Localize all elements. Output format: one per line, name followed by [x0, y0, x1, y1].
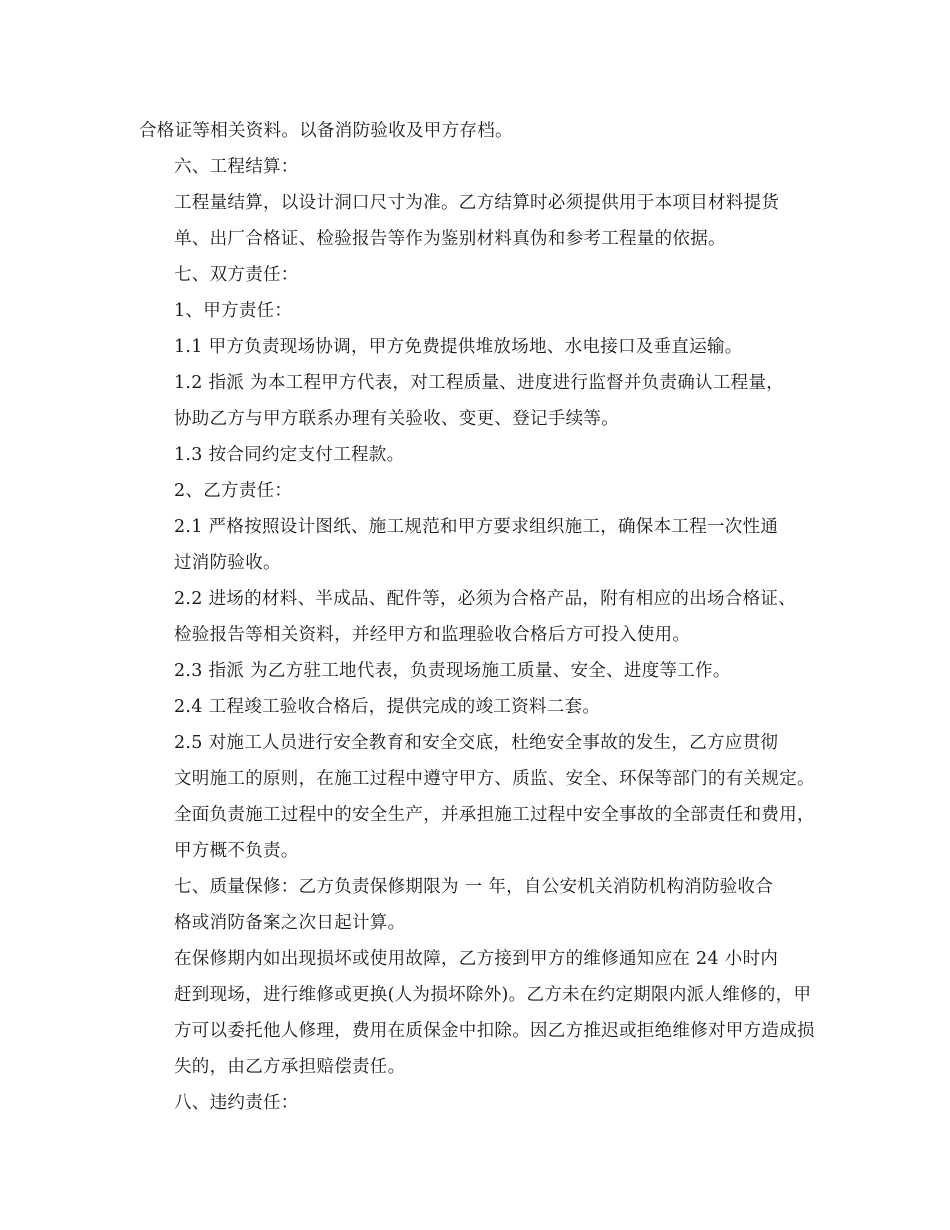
text-line: 2.1 严格按照设计图纸、施工规范和甲方要求组织施工，确保本工程一次性通 — [174, 517, 779, 537]
paragraph — [139, 689, 819, 725]
text-line: 2.2 进场的材料、半成品、配件等，必须为合格产品，附有相应的出场合格证、 — [174, 589, 796, 609]
text-line: 单、出厂合格证、检验报告等作为鉴别材料真伪和参考工程量的依据。 — [174, 229, 726, 249]
paragraph — [139, 581, 819, 653]
text-line: 在保修期内如出现损坏或使用故障，乙方接到甲方的维修通知应在 24 小时内 — [174, 949, 779, 969]
text-line: 合格证等相关资料。以备消防验收及甲方存档。 — [139, 121, 513, 141]
text-line: 1、甲方责任： — [174, 301, 293, 321]
text-line: 2.5 对施工人员进行安全教育和安全交底，杜绝安全事故的发生，乙方应贯彻 — [174, 733, 779, 753]
text-line: 甲方概不负责。 — [174, 841, 299, 861]
text-line: 1.1 甲方负责现场协调，甲方免费提供堆放场地、水电接口及垂直运输。 — [174, 337, 743, 357]
text-line: 1.3 按合同约定支付工程款。 — [174, 445, 405, 465]
text-line: 七、双方责任： — [174, 265, 299, 285]
text-line: 方可以委托他人修理，费用在质保金中扣除。因乙方推迟或拒绝维修对甲方造成损 — [174, 1021, 815, 1041]
text-line: 赶到现场，进行维修或更换(人为损坏除外)。乙方未在约定期限内派人维修的，甲 — [174, 985, 812, 1005]
text-line: 过消防验收。 — [174, 553, 281, 573]
paragraph — [139, 653, 819, 689]
paragraph — [139, 1085, 819, 1121]
text-line: 七、质量保修：乙方负责保修期限为 一 年，自公安机关消防机构消防验收合 — [174, 877, 774, 897]
text-line: 六、工程结算： — [174, 157, 299, 177]
paragraph — [139, 941, 819, 1085]
paragraph — [139, 257, 819, 293]
paragraph — [139, 473, 819, 509]
text-line: 格或消防备案之次日起计算。 — [174, 913, 406, 933]
text-line: 协助乙方与甲方联系办理有关验收、变更、登记手续等。 — [174, 409, 619, 429]
paragraph — [139, 185, 819, 257]
text-line: 八、违约责任： — [174, 1093, 299, 1113]
paragraph — [139, 113, 819, 149]
text-line: 失的，由乙方承担赔偿责任。 — [174, 1057, 406, 1077]
text-line: 2、乙方责任： — [174, 481, 293, 501]
paragraph — [139, 509, 819, 581]
paragraph — [139, 329, 819, 365]
paragraph — [139, 365, 819, 437]
text-line: 1.2 指派 为本工程甲方代表，对工程质量、进度进行监督并负责确认工程量， — [174, 373, 785, 393]
text-line: 工程量结算，以设计洞口尺寸为准。乙方结算时必须提供用于本项目材料提货 — [174, 193, 780, 213]
text-line: 2.3 指派 为乙方驻工地代表，负责现场施工质量、安全、进度等工作。 — [174, 661, 731, 681]
text-line: 文明施工的原则，在施工过程中遵守甲方、质监、安全、环保等部门的有关规定。 — [174, 769, 815, 789]
text-line: 全面负责施工过程中的安全生产，并承担施工过程中安全事故的全部责任和费用， — [174, 805, 815, 825]
paragraph — [139, 869, 819, 941]
text-line: 2.4 工程竣工验收合格后，提供完成的竣工资料二套。 — [174, 697, 601, 717]
paragraph — [139, 293, 819, 329]
paragraph — [139, 149, 819, 185]
document-body — [139, 113, 819, 1121]
paragraph — [139, 437, 819, 473]
text-line: 检验报告等相关资料，并经甲方和监理验收合格后方可投入使用。 — [174, 625, 691, 645]
paragraph — [139, 725, 819, 869]
